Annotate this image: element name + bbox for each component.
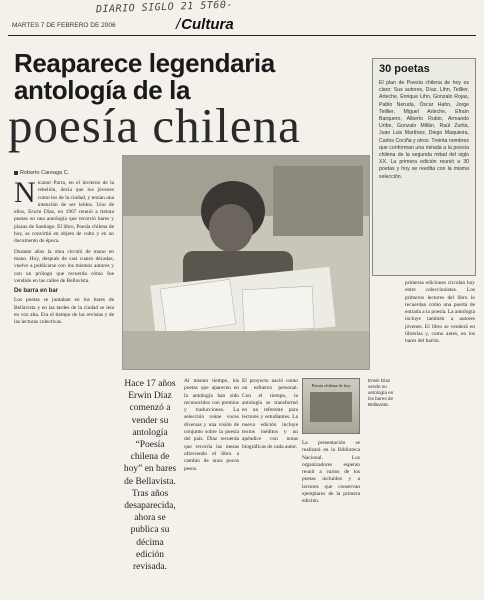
sidebar-title: 30 poetas <box>379 63 430 75</box>
article-column-6: primeras ediciones circulan hoy entre coleccionistas. Los primeros lectores del libro lo recuerdan como una puerta de entrada a la poesía. La antología incluye también a autores jóvenes. El libro se venderá en librerías y, como antes, en los bares del barrio. <box>405 280 475 345</box>
byline <box>14 170 69 176</box>
column-1-paragraph-1: icanor Parra, en el invierno de la rebelión, decía que los jóvenes como los de la ciudad, y tenían una intención de ser leídos. Uno de ellos, Erwin Díaz, en 1967 reunió a treinta poetas en una antología que recorrió bares y plazas de Santiago. El libro, Poesía chilena de hoy, se convirtió en objeto de culto y en un documento de época. <box>14 180 114 245</box>
headline <box>14 50 364 104</box>
byline-square-icon <box>14 171 18 175</box>
byline-author: Roberto Careaga C. <box>20 170 70 176</box>
column-1-paragraph-2: Durante años la obra circuló de mano en mano. Hoy, después de casi cuatro décadas, vuelve a publicarse con los mismos autores y con un prólogo que recuerda cómo fue vendido en las calles de Bellavista. <box>14 248 114 284</box>
headline-line-2: antología de la <box>14 75 191 105</box>
sidebar-body: El plan de Poesía chilena de hoy es claro: Sus autores, Díaz, Lihn, Teillier, Arteche, Enrique Lihn, Gonzalo Rojas, Pablo Neruda, Óscar Hahn, Jorge Teillier, Miguel Arteche, Efraín Barquero, Alberto Rubio, Armando Uribe, Gonzalo Millán, Raúl Zurita, Juan Luis Martínez, Diego Maquieira, Carlos Cociña y otros. Treinta nombres que conforman una mirada a la poesía chilena de la segunda mitad del siglo XX. La primera edición reunió a 30 poetas y hoy se reedita con la misma selección. <box>379 80 469 180</box>
sidebar-30-poetas <box>372 58 476 276</box>
handwritten-note: DIARIO SIGLO 21 5T60- <box>95 0 234 16</box>
headline-line-1: Reaparece legendaria <box>14 48 275 78</box>
book-cover-art <box>310 392 352 422</box>
column-1-paragraph-3: Los poetas se juntaban en los bares de Bellavista y en las tardes de la ciudad se leía en voz alta. Era el tiempo de las revistas y de las lecturas colectivas. <box>14 297 114 326</box>
issue-date: MARTES 7 DE FEBRERO DE 2006 <box>12 22 116 29</box>
book-cover-image <box>302 378 360 434</box>
headline-big-title: poesía chilena <box>8 98 301 153</box>
dropcap: N <box>14 180 36 209</box>
photo-caption: Erwin Díaz vende su antología en los bares de Bellavista. <box>368 378 394 407</box>
masthead <box>8 16 476 36</box>
pull-quote: Hace 17 años Erwin Díaz comenzó a vender su antología “Poesía chilena de hoy” en bares de Bellavista. Tras años desaparecida, ahora se publica su décima edición revisada. <box>123 379 177 573</box>
article-column-5: La presentación se realizará en la Biblioteca Nacional. Los organizadores esperan reunir a varios de los poetas incluidos y a lectores que conservan ejemplares de la primera edición. <box>302 440 360 505</box>
photo-illustration <box>123 156 370 370</box>
article-column-3: Al mismo tiempo, los poetas que aparecen en la antología han sido reconocidos con premios y traducciones. La selección reúne voces diversas y una visión de conjunto sobre la poesía del país. Díaz recuerda que recorría las mesas ofreciendo el libro a cambio de unos pocos pesos. <box>184 378 239 472</box>
subheading: De barra en bar <box>14 288 59 295</box>
article-photo <box>122 155 370 370</box>
article-column-1 <box>14 180 114 592</box>
article-column-4: El proyecto nació como un esfuerzo personal. Con el tiempo, la antología se transformó en un referente para lectores y estudiantes. La nueva edición incluye textos inéditos y un apéndice con notas biográficas de cada autor. <box>242 378 298 450</box>
book-cover-title: Poesía chilena de hoy <box>311 383 351 388</box>
section-label: Cultura <box>181 16 234 33</box>
section-name: /Cultura <box>176 16 234 33</box>
